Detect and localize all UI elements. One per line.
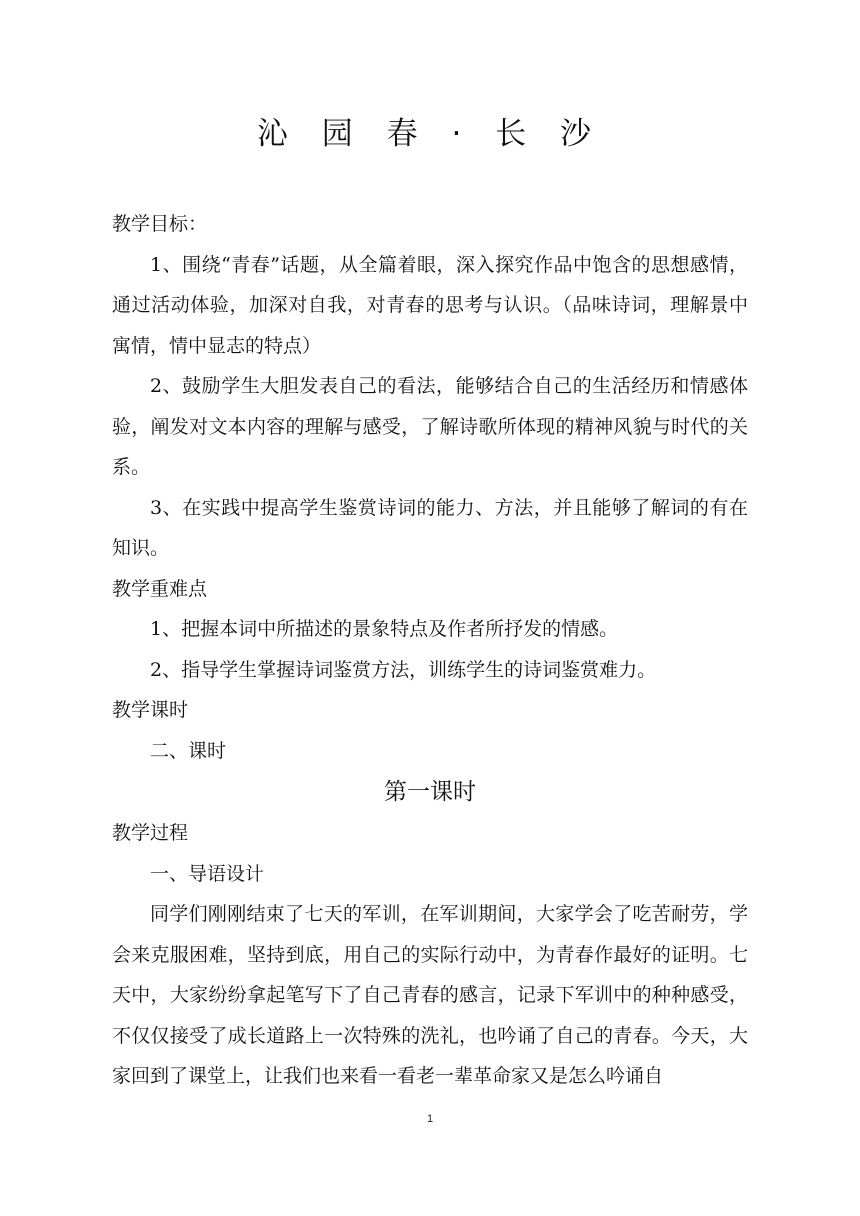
intro-paragraph: 同学们刚刚结束了七天的军训，在军训期间，大家学会了吃苦耐劳，学会来克服困难，坚持到底，用自己的实际行动中，为青春作最好的证明。七天中，大家纷纷拿起笔写下了自己青春的感言，记录下军训中的种种感受，不仅仅接受了成长道路上一次特殊的洗礼，也吟诵了自己的青春。今天，大家回到了课堂上，让我们也来看一看老一辈革命家又是怎么吟诵自 (112, 903, 748, 1087)
objective-3: 3、在实践中提高学生鉴赏诗词的能力、方法，并且能够了解词的有在知识。 (112, 496, 748, 559)
process-heading: 教学过程 (112, 822, 189, 844)
key-points-heading: 教学重难点 (112, 577, 208, 600)
key-point-2: 2、指导学生掌握诗词鉴赏方法，训练学生的诗词鉴赏难力。 (150, 658, 657, 681)
document-body (112, 204, 748, 1097)
hours-heading: 教学课时 (112, 699, 189, 721)
key-point-1: 1、把握本词中所描述的景象特点及作者所抒发的情感。 (150, 618, 619, 640)
document-title: 沁 园 春 · 长 沙 (256, 116, 604, 152)
hours-value: 二、课时 (150, 739, 227, 762)
intro-heading: 一、导语设计 (150, 862, 265, 885)
page-number: 1 (426, 1113, 434, 1125)
lesson-heading: 第一课时 (384, 779, 476, 805)
objective-1: 1、围绕“青春”话题，从全篇着眼，深入探究作品中饱含的思想感情，通过活动体验，加深对自我，对青春的思考与认识。（品味诗词，理解景中寓情，情中显志的特点） (112, 253, 748, 357)
objectives-heading: 教学目标： (112, 213, 208, 235)
objective-2: 2、鼓励学生大胆发表自己的看法，能够结合自己的生活经历和情感体验，阐发对文本内容的理解与感受，了解诗歌所体现的精神风貌与时代的关系。 (112, 375, 748, 478)
